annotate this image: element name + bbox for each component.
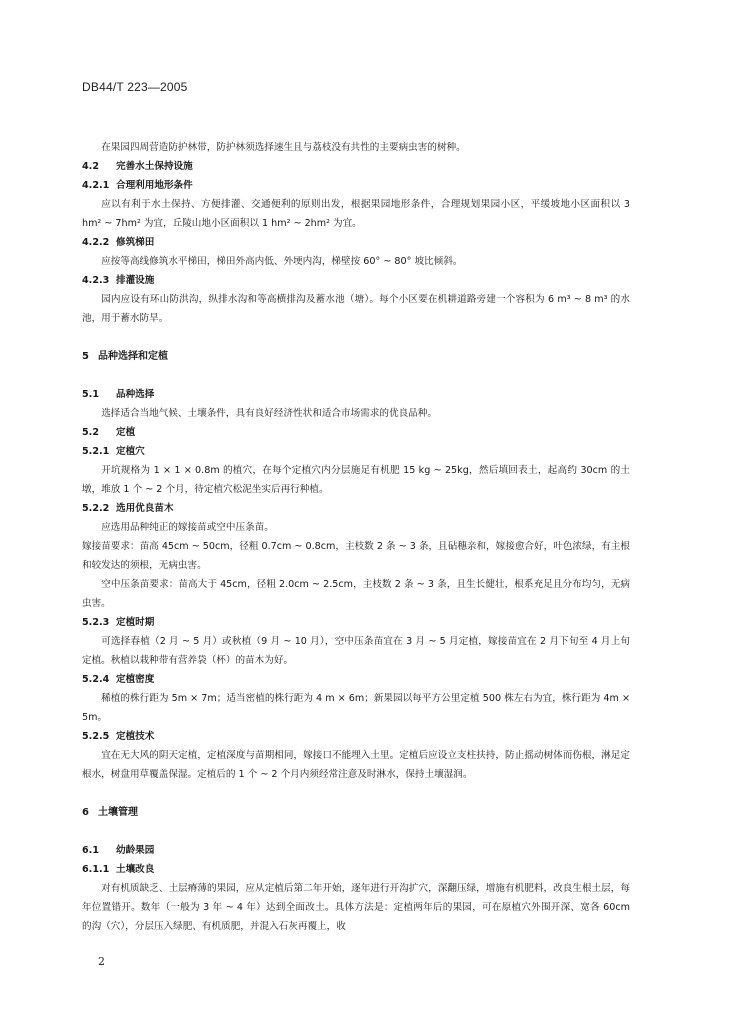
document-body — [82, 138, 630, 936]
section-heading-4-2-2 — [82, 233, 630, 252]
section-title: 修筑梯田 — [116, 237, 155, 248]
document-code: DB44/T 223—2005 — [82, 80, 188, 94]
section-heading-6-1 — [82, 841, 630, 860]
section-heading-5-2-4 — [82, 670, 630, 689]
section-number: 4.2.2 — [82, 237, 110, 248]
section-title: 排灌设施 — [116, 275, 155, 286]
paragraph: 园内应设有环山防洪沟，纵排水沟和等高横排沟及蓄水池（塘）。每个小区要在机耕道路旁建一个容积为 6 m³ ~ 8 m³ 的水池，用于蓄水防旱。 — [82, 294, 630, 324]
section-number: 5.2.2 — [82, 503, 110, 514]
spacer — [82, 366, 630, 385]
paragraph: 嫁接苗要求：苗高 45cm ~ 50cm，径粗 0.7cm ~ 0.8cm，主枝数 2 条 ~ 3 条，且砧穗亲和，嫁接愈合好，叶色浓绿，有主根和较发达的须根，无病虫害。 — [82, 541, 630, 571]
spacer — [82, 822, 630, 841]
section-heading-5-2-5 — [82, 727, 630, 746]
section-title: 定植时期 — [116, 617, 155, 628]
section-number: 6.1.1 — [82, 864, 110, 875]
section-heading-5-2-1 — [82, 442, 630, 461]
section-heading-4-2-1 — [82, 176, 630, 195]
paragraph: 应按等高线修筑水平梯田，梯田外高内低、外埂内沟，梯壁按 60° ~ 80° 坡比倾斜。 — [101, 256, 463, 267]
paragraph: 可选择春植（2 月 ~ 5 月）或秋植（9 月 ~ 10 月），空中压条苗宜在 3 月 ~ 5 月定植，嫁接苗宜在 2 月下旬至 4 月上旬定植。秋植以栽种带有营养袋（杯）的苗木为好。 — [82, 636, 630, 666]
section-title: 定植技术 — [116, 731, 155, 742]
section-number: 4.2.1 — [82, 180, 110, 191]
paragraph: 宜在无大风的阴天定植，定植深度与苗期相同，嫁接口不能埋入土里。定植后应设立支柱扶持，防止摇动树体而伤根，淋足定根水，树盘用草覆盖保湿。定植后的 1 个 ~ 2 个月内须经常注意及时淋水，保持土壤湿润。 — [82, 750, 630, 780]
section-number: 5.1 — [82, 389, 99, 400]
section-title: 选用优良苗木 — [116, 503, 174, 514]
section-heading-4-2 — [82, 157, 630, 176]
page-number: 2 — [98, 955, 105, 968]
chapter-title: 品种选择和定植 — [98, 351, 168, 362]
paragraph: 对有机质缺乏、土层瘠薄的果园，应从定植后第二年开始，逐年进行开沟扩穴，深翻压绿，增施有机肥料，改良生根土层，每年位置错开。数年（一般为 3 年 ~ 4 年）达到全面改土。具体方法是：定植两年后的果园，可在原植穴外围开深、宽各 60cm 的沟（穴），分层压入绿肥、有机质肥，并混入石灰再覆上，收 — [82, 883, 630, 932]
chapter-number: 5 — [82, 351, 89, 362]
paragraph: 在果园四周营造防护林带，防护林须选择速生且与荔枝没有共性的主要病虫害的树种。 — [101, 142, 466, 153]
section-heading-6-1-1 — [82, 860, 630, 879]
section-title: 合理利用地形条件 — [116, 180, 193, 191]
section-title: 幼龄果园 — [116, 845, 155, 856]
section-title: 定植 — [116, 427, 136, 438]
section-title: 定植密度 — [116, 674, 155, 685]
section-title: 品种选择 — [116, 389, 155, 400]
paragraph: 应选用品种纯正的嫁接苗或空中压条苗。 — [101, 522, 274, 533]
paragraph: 开坑规格为 1 × 1 × 0.8m 的植穴，在每个定植穴内分层施足有机肥 15 kg ~ 25kg，然后填回表土，起高约 30cm 的土墩，堆放 1 个 ~ 2 个月，待定植穴松泥坐实后再行种植。 — [82, 465, 630, 495]
section-heading-5-2-3 — [82, 613, 630, 632]
chapter-number: 6 — [82, 807, 89, 818]
section-heading-4-2-3 — [82, 271, 630, 290]
paragraph: 选择适合当地气候、土壤条件，具有良好经济性状和适合市场需求的优良品种。 — [101, 408, 437, 419]
section-number: 5.2 — [82, 427, 99, 438]
paragraph: 稀植的株行距为 5m × 7m；适当密植的株行距为 4 m × 6m；新果园以每平方公里定植 500 株左右为宜，株行距为 4m × 5m。 — [82, 693, 630, 723]
paragraph: 空中压条苗要求：苗高大于 45cm，径粗 2.0cm ~ 2.5cm，主枝数 2 条 ~ 3 条，且生长健壮，根系充足且分布均匀，无病虫害。 — [82, 579, 630, 609]
paragraph: 应以有利于水土保持、方便排灌、交通便利的原则出发，根据果园地形条件，合理规划果园小区，平缓坡地小区面积以 3 hm² ~ 7hm² 为宜，丘陵山地小区面积以 1 hm² ~ 2hm² 为宜。 — [82, 199, 630, 229]
section-heading-5-2 — [82, 423, 630, 442]
section-heading-5-1 — [82, 385, 630, 404]
section-number: 6.1 — [82, 845, 99, 856]
section-title: 定植穴 — [116, 446, 145, 457]
section-title: 土壤改良 — [116, 864, 155, 875]
section-number: 5.2.1 — [82, 446, 110, 457]
chapter-heading-6 — [82, 803, 630, 822]
section-heading-5-2-2 — [82, 499, 630, 518]
section-number: 5.2.3 — [82, 617, 110, 628]
section-number: 4.2.3 — [82, 275, 110, 286]
spacer — [82, 328, 630, 347]
chapter-heading-5 — [82, 347, 630, 366]
spacer — [82, 784, 630, 803]
section-number: 5.2.4 — [82, 674, 110, 685]
section-number: 5.2.5 — [82, 731, 110, 742]
chapter-title: 土壤管理 — [98, 807, 138, 818]
section-number: 4.2 — [82, 161, 99, 172]
section-title: 完善水土保持设施 — [116, 161, 193, 172]
